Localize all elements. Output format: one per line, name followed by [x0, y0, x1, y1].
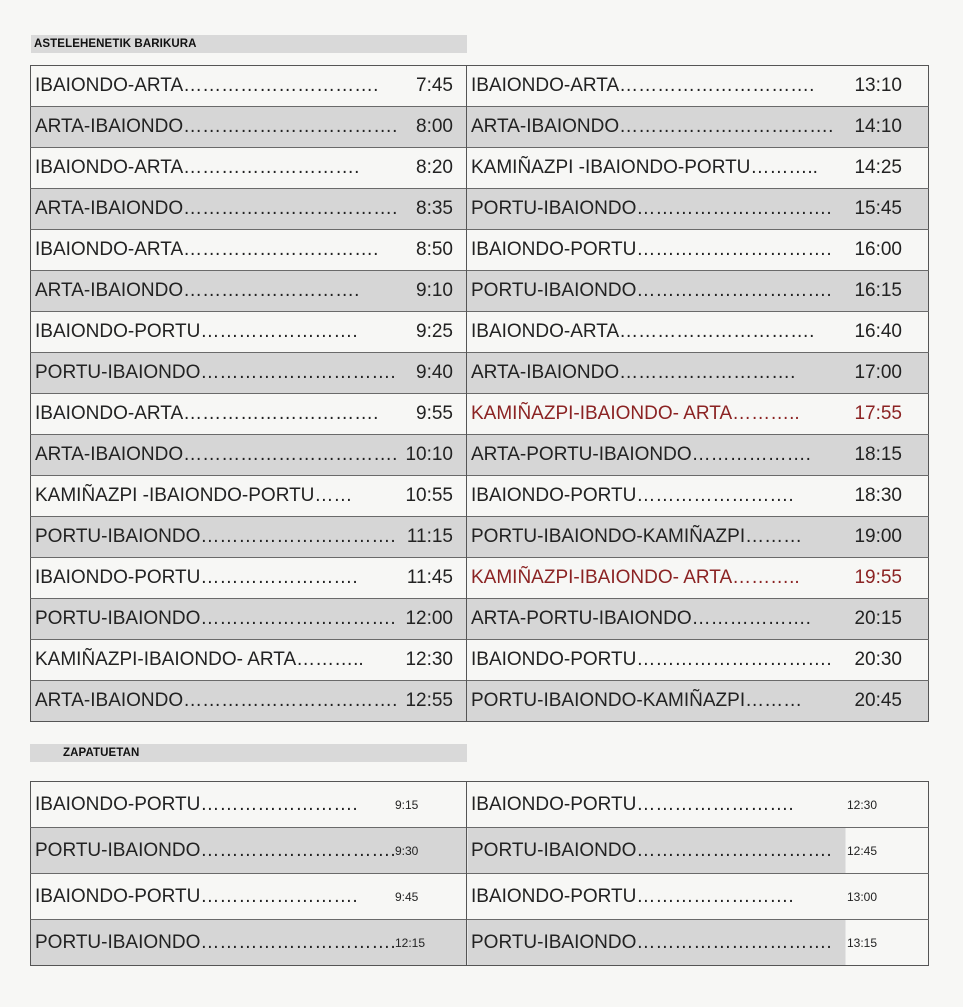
departure-time: 13:10: [854, 75, 902, 96]
saturday-timetable: [30, 781, 929, 966]
departure-entry: [467, 558, 928, 598]
departure-entry: [31, 681, 466, 721]
left-cell: [31, 271, 467, 312]
departure-time: 9:25: [416, 321, 453, 342]
departure-time: 13:15: [847, 935, 878, 950]
right-cell: [467, 312, 929, 353]
route-label: IBAIONDO-PORTU…………………….: [471, 885, 794, 907]
route-label: IBAIONDO-PORTU…………………….: [35, 793, 358, 815]
route-label: KAMIÑAZPI-IBAIONDO- ARTA………..: [35, 649, 364, 670]
weekday-section-title: ASTELEHENETIK BARIKURA: [31, 35, 467, 53]
left-cell: [31, 66, 467, 107]
timetable-row: [31, 148, 929, 189]
departure-entry: [467, 230, 928, 270]
departure-time: 18:15: [854, 444, 902, 465]
route-label: KAMIÑAZPI-IBAIONDO- ARTA………..: [471, 567, 800, 588]
timetable-row: [31, 230, 929, 271]
route-label: IBAIONDO-ARTA………………………….: [471, 75, 815, 96]
timetable-row: [31, 435, 929, 476]
departure-time: 12:15: [395, 935, 426, 950]
right-cell: [467, 640, 929, 681]
departure-time: 11:45: [406, 567, 453, 588]
route-label: PORTU-IBAIONDO-KAMIÑAZPI………: [471, 526, 803, 547]
departure-time: 12:30: [847, 797, 878, 812]
right-cell: [467, 828, 929, 874]
timetable-row: [31, 189, 929, 230]
left-cell: [31, 148, 467, 189]
route-label: ARTA-PORTU-IBAIONDO……………….: [471, 608, 811, 629]
departure-time: 18:30: [854, 485, 902, 506]
timetable-row: [31, 640, 929, 681]
departure-entry: [467, 828, 928, 873]
departure-time: 8:00: [416, 116, 453, 137]
departure-time: 9:40: [416, 362, 453, 383]
route-label: PORTU-IBAIONDO-KAMIÑAZPI………: [471, 690, 803, 711]
left-cell: [31, 189, 467, 230]
route-label: PORTU-IBAIONDO………………………….: [471, 839, 832, 861]
route-label: IBAIONDO-PORTU………………………….: [471, 239, 832, 260]
route-label: PORTU-IBAIONDO………………………….: [471, 198, 832, 219]
left-cell: [31, 558, 467, 599]
route-label: IBAIONDO-ARTA………………………….: [35, 239, 379, 260]
route-label: IBAIONDO-PORTU………………………….: [471, 649, 832, 670]
left-cell: [31, 640, 467, 681]
saturday-section-title: ZAPATUETAN: [30, 744, 467, 762]
left-cell: [31, 435, 467, 476]
departure-time: 8:35: [416, 198, 453, 219]
departure-time: 9:45: [395, 889, 419, 904]
departure-entry: [467, 394, 928, 434]
left-cell: [31, 681, 467, 722]
departure-entry: [467, 681, 928, 721]
route-label: ARTA-IBAIONDO…………………………….: [35, 198, 398, 219]
departure-entry: [31, 66, 466, 106]
departure-time: 17:00: [854, 362, 902, 383]
departure-time: 11:15: [406, 526, 453, 547]
left-cell: [31, 920, 467, 966]
route-label: PORTU-IBAIONDO………………………….: [35, 526, 396, 547]
departure-time: 7:45: [416, 75, 453, 96]
left-cell: [31, 476, 467, 517]
departure-time: 20:30: [854, 649, 902, 670]
route-label: IBAIONDO-PORTU…………………….: [471, 793, 794, 815]
right-cell: [467, 189, 929, 230]
departure-entry: [31, 107, 466, 147]
timetable-row: [31, 312, 929, 353]
departure-entry: [467, 920, 928, 965]
departure-time: 17:55: [854, 403, 902, 424]
right-cell: [467, 517, 929, 558]
route-label: KAMIÑAZPI-IBAIONDO- ARTA………..: [471, 403, 800, 424]
departure-entry: [467, 782, 928, 827]
departure-time: 9:10: [416, 280, 453, 301]
departure-time: 12:55: [405, 690, 453, 711]
departure-time: 13:00: [847, 889, 878, 904]
departure-time: 20:15: [854, 608, 902, 629]
route-label: IBAIONDO-ARTA……………………….: [35, 157, 360, 178]
departure-entry: [31, 640, 466, 680]
left-cell: [31, 230, 467, 271]
departure-time: 10:55: [405, 485, 453, 506]
departure-time: 15:45: [854, 198, 902, 219]
timetable-row: [31, 920, 929, 966]
timetable-row: [31, 782, 929, 828]
departure-entry: [31, 558, 466, 598]
departure-time: 16:40: [854, 321, 902, 342]
departure-entry: [467, 148, 928, 188]
left-cell: [31, 353, 467, 394]
departure-entry: [467, 640, 928, 680]
departure-time: 20:45: [854, 690, 902, 711]
departure-entry: [467, 312, 928, 352]
departure-entry: [467, 107, 928, 147]
departure-entry: [31, 312, 466, 352]
departure-entry: [31, 782, 466, 827]
route-label: ARTA-IBAIONDO……………………….: [471, 362, 796, 383]
weekday-timetable: [30, 65, 929, 722]
timetable-row: [31, 66, 929, 107]
departure-entry: [467, 353, 928, 393]
departure-time: 19:55: [854, 567, 902, 588]
route-label: KAMIÑAZPI -IBAIONDO-PORTU……: [35, 485, 353, 506]
timetable-row: [31, 353, 929, 394]
route-label: PORTU-IBAIONDO………………………….: [35, 931, 396, 953]
right-cell: [467, 599, 929, 640]
timetable-row: [31, 394, 929, 435]
route-label: PORTU-IBAIONDO………………………….: [471, 280, 832, 301]
timetable-row: [31, 828, 929, 874]
departure-entry: [467, 66, 928, 106]
right-cell: [467, 353, 929, 394]
departure-entry: [31, 353, 466, 393]
route-label: ARTA-PORTU-IBAIONDO……………….: [471, 444, 811, 465]
departure-entry: [31, 148, 466, 188]
departure-time: 19:00: [854, 526, 902, 547]
timetable-row: [31, 874, 929, 920]
route-label: ARTA-IBAIONDO…………………………….: [35, 690, 398, 711]
left-cell: [31, 312, 467, 353]
right-cell: [467, 394, 929, 435]
departure-entry: [467, 874, 928, 919]
left-cell: [31, 394, 467, 435]
left-cell: [31, 517, 467, 558]
departure-entry: [31, 476, 466, 516]
departure-entry: [31, 230, 466, 270]
departure-entry: [31, 599, 466, 639]
departure-entry: [467, 599, 928, 639]
right-cell: [467, 107, 929, 148]
departure-time: 9:30: [395, 843, 419, 858]
departure-entry: [31, 920, 466, 965]
departure-time: 12:30: [405, 649, 453, 670]
route-label: PORTU-IBAIONDO………………………….: [35, 839, 396, 861]
right-cell: [467, 681, 929, 722]
route-label: KAMIÑAZPI -IBAIONDO-PORTU………..: [471, 157, 818, 178]
route-label: IBAIONDO-ARTA………………………….: [35, 403, 379, 424]
departure-entry: [31, 189, 466, 229]
departure-entry: [467, 476, 928, 516]
route-label: ARTA-IBAIONDO…………………………….: [471, 116, 834, 137]
left-cell: [31, 107, 467, 148]
timetable-row: [31, 558, 929, 599]
departure-entry: [31, 394, 466, 434]
right-cell: [467, 782, 929, 828]
departure-time: 12:45: [847, 843, 878, 858]
route-label: ARTA-IBAIONDO……………………….: [35, 280, 360, 301]
timetable-row: [31, 476, 929, 517]
route-label: PORTU-IBAIONDO………………………….: [471, 931, 832, 953]
departure-time: 10:10: [405, 444, 453, 465]
departure-entry: [467, 517, 928, 557]
left-cell: [31, 599, 467, 640]
departure-entry: [467, 435, 928, 475]
timetable-row: [31, 517, 929, 558]
route-label: IBAIONDO-ARTA………………………….: [35, 75, 379, 96]
departure-time: 9:15: [395, 797, 419, 812]
route-label: IBAIONDO-PORTU…………………….: [35, 885, 358, 907]
route-label: IBAIONDO-ARTA………………………….: [471, 321, 815, 342]
timetable-row: [31, 599, 929, 640]
departure-entry: [467, 271, 928, 311]
right-cell: [467, 476, 929, 517]
departure-entry: [467, 189, 928, 229]
right-cell: [467, 435, 929, 476]
departure-entry: [31, 874, 466, 919]
right-cell: [467, 558, 929, 599]
departure-entry: [31, 435, 466, 475]
left-cell: [31, 874, 467, 920]
right-cell: [467, 271, 929, 312]
route-label: PORTU-IBAIONDO………………………….: [35, 362, 396, 383]
departure-time: 16:15: [854, 280, 902, 301]
route-label: IBAIONDO-PORTU…………………….: [35, 321, 358, 342]
departure-entry: [31, 828, 466, 873]
departure-time: 14:10: [854, 116, 902, 137]
departure-time: 14:25: [854, 157, 902, 178]
departure-time: 12:00: [405, 608, 453, 629]
departure-time: 16:00: [854, 239, 902, 260]
departure-entry: [31, 271, 466, 311]
route-label: ARTA-IBAIONDO…………………………….: [35, 116, 398, 137]
right-cell: [467, 148, 929, 189]
route-label: ARTA-IBAIONDO…………………………….: [35, 444, 398, 465]
departure-entry: [31, 517, 466, 557]
route-label: IBAIONDO-PORTU…………………….: [35, 567, 358, 588]
departure-time: 8:20: [416, 157, 453, 178]
right-cell: [467, 230, 929, 271]
timetable-row: [31, 271, 929, 312]
departure-time: 8:50: [416, 239, 453, 260]
route-label: IBAIONDO-PORTU…………………….: [471, 485, 794, 506]
left-cell: [31, 782, 467, 828]
route-label: PORTU-IBAIONDO………………………….: [35, 608, 396, 629]
right-cell: [467, 874, 929, 920]
timetable-row: [31, 107, 929, 148]
departure-time: 9:55: [416, 403, 453, 424]
left-cell: [31, 828, 467, 874]
right-cell: [467, 920, 929, 966]
right-cell: [467, 66, 929, 107]
timetable-row: [31, 681, 929, 722]
